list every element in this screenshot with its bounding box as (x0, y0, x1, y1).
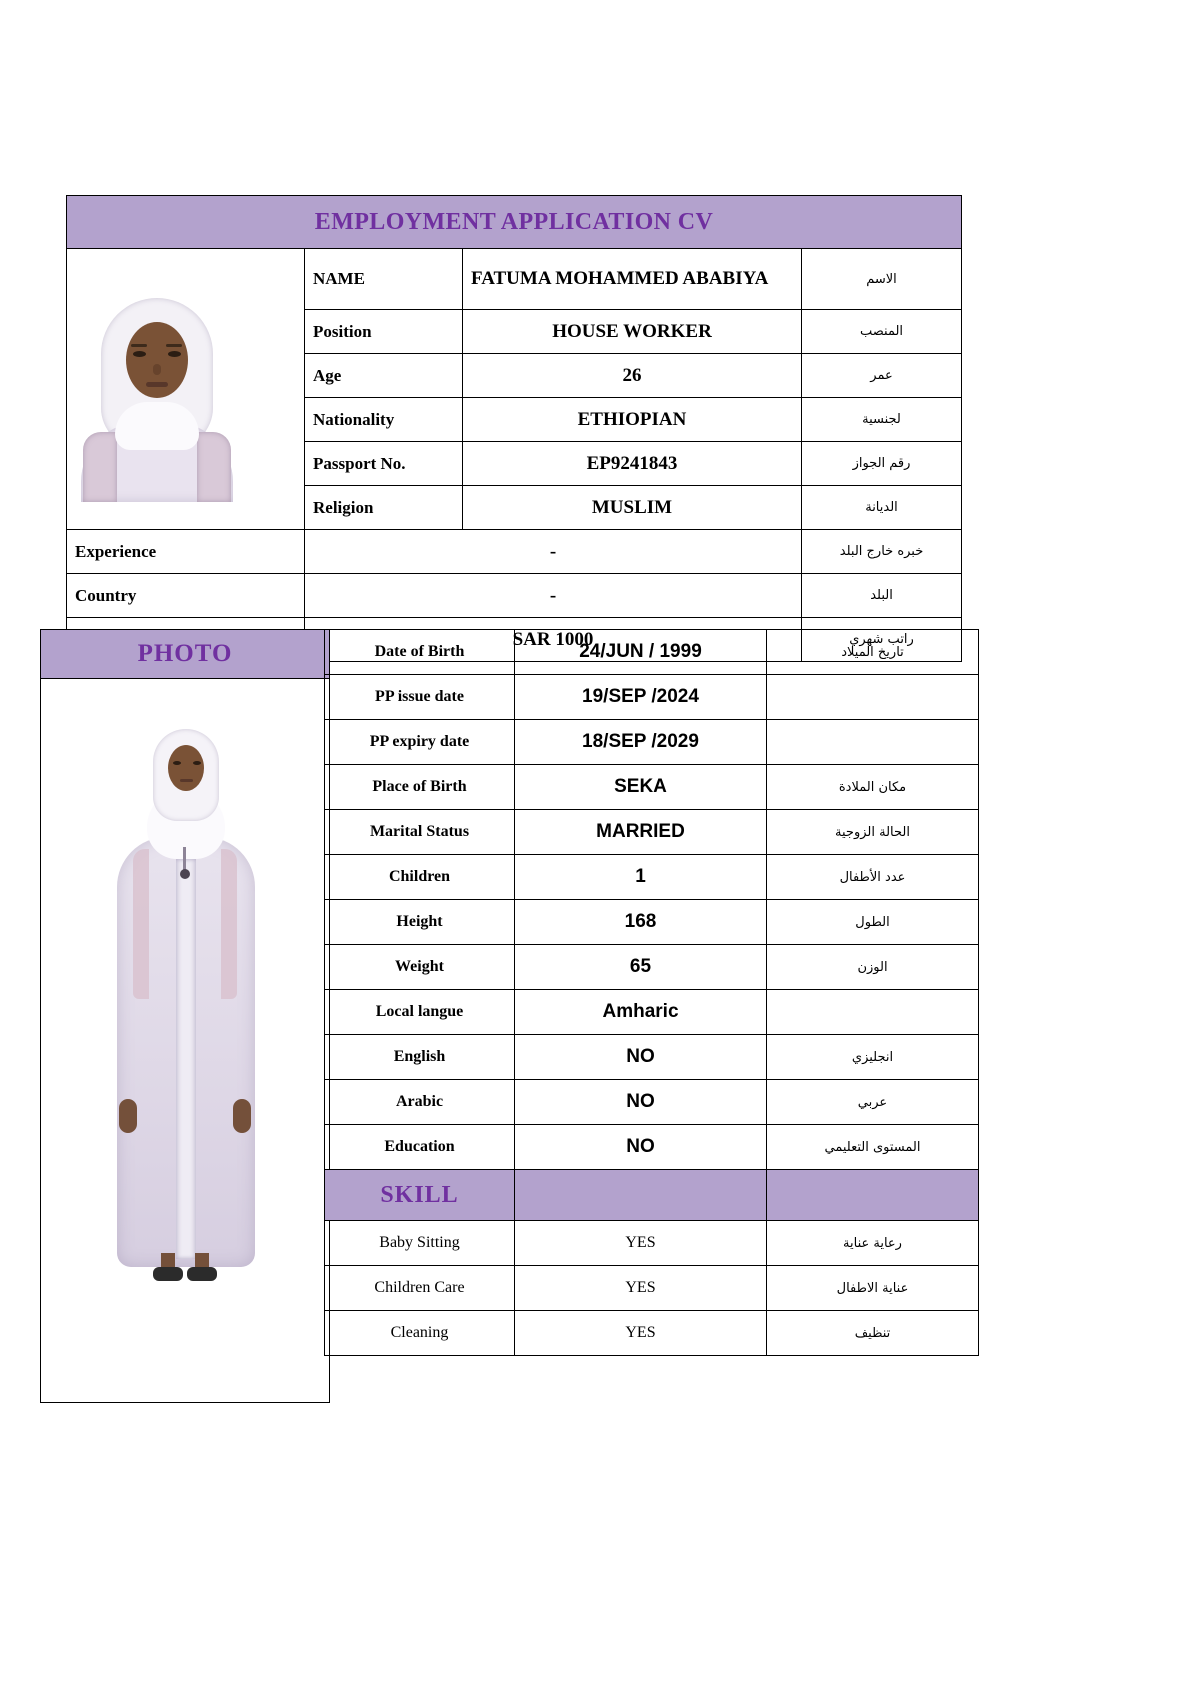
field-arabic-dob: تاريخ الميلاد (767, 630, 979, 675)
field-arabic-salary: راتب شهري (802, 618, 962, 662)
field-label-education: Education (325, 1125, 515, 1170)
field-value-pp-issue: 19/SEP /2024 (515, 675, 767, 720)
field-value-height: 168 (515, 900, 767, 945)
skill-label-children-care: Children Care (325, 1266, 515, 1311)
field-label-english: English (325, 1035, 515, 1080)
table-row (67, 249, 962, 310)
field-arabic-pob: مكان الملادة (767, 765, 979, 810)
table-row (325, 675, 979, 720)
skill-heading: SKILL (325, 1170, 515, 1221)
cv-title-row (67, 196, 962, 249)
skill-heading-spacer (515, 1170, 767, 1221)
field-arabic-pp-issue (767, 675, 979, 720)
field-arabic-english: انجليزي (767, 1035, 979, 1080)
skill-label-baby-sitting: Baby Sitting (325, 1221, 515, 1266)
skill-arabic-children-care: عناية الاطفال (767, 1266, 979, 1311)
field-arabic-marital: الحالة الزوجية (767, 810, 979, 855)
cv-details-table (324, 629, 979, 1356)
field-value-marital: MARRIED (515, 810, 767, 855)
field-arabic-passport: رقم الجواز (802, 442, 962, 486)
field-label-pp-expiry: PP expiry date (325, 720, 515, 765)
field-value-name: FATUMA MOHAMMED ABABIYA (463, 249, 802, 310)
skill-arabic-cleaning: تنظيف (767, 1311, 979, 1356)
field-value-children: 1 (515, 855, 767, 900)
field-label-local-langue: Local langue (325, 990, 515, 1035)
page-title: EMPLOYMENT APPLICATION CV (67, 196, 962, 249)
field-label-pob: Place of Birth (325, 765, 515, 810)
field-label-name: NAME (305, 249, 463, 310)
field-arabic-age: عمر (802, 354, 962, 398)
table-row (325, 945, 979, 990)
full-body-illustration (75, 719, 295, 1319)
table-row (325, 810, 979, 855)
table-row (325, 630, 979, 675)
field-value-english: NO (515, 1035, 767, 1080)
field-value-position: HOUSE WORKER (463, 310, 802, 354)
field-value-pob: SEKA (515, 765, 767, 810)
skill-heading-arabic-spacer (767, 1170, 979, 1221)
table-row (325, 1125, 979, 1170)
field-arabic-height: الطول (767, 900, 979, 945)
field-label-weight: Weight (325, 945, 515, 990)
field-label-dob: Date of Birth (325, 630, 515, 675)
field-value-experience: - (305, 530, 802, 574)
skill-value-cleaning: YES (515, 1311, 767, 1356)
photo-panel (40, 629, 330, 1403)
skill-arabic-baby-sitting: رعاية عناية (767, 1221, 979, 1266)
field-value-nationality: ETHIOPIAN (463, 398, 802, 442)
portrait-photo (67, 249, 305, 530)
field-value-education: NO (515, 1125, 767, 1170)
photo-panel-heading: PHOTO (41, 630, 329, 679)
table-row (325, 1221, 979, 1266)
field-arabic-experience: خبره خارج البلد (802, 530, 962, 574)
table-row (325, 990, 979, 1035)
cv-header-table (66, 195, 962, 662)
field-arabic-nationality: لجنسية (802, 398, 962, 442)
table-row (67, 530, 962, 574)
field-arabic-country: البلد (802, 574, 962, 618)
field-arabic-education: المستوى التعليمي (767, 1125, 979, 1170)
table-row (325, 855, 979, 900)
field-value-weight: 65 (515, 945, 767, 990)
skill-value-baby-sitting: YES (515, 1221, 767, 1266)
table-row (325, 1266, 979, 1311)
field-value-age: 26 (463, 354, 802, 398)
field-label-country: Country (67, 574, 305, 618)
field-arabic-position: المنصب (802, 310, 962, 354)
table-row (325, 720, 979, 765)
field-arabic-local-langue (767, 990, 979, 1035)
field-arabic-name: الاسم (802, 249, 962, 310)
field-label-position: Position (305, 310, 463, 354)
field-arabic-arabic: عربي (767, 1080, 979, 1125)
field-value-local-langue: Amharic (515, 990, 767, 1035)
field-value-religion: MUSLIM (463, 486, 802, 530)
field-value-salary: SAR 1000 (305, 618, 802, 662)
table-row (325, 1035, 979, 1080)
field-label-marital: Marital Status (325, 810, 515, 855)
field-label-age: Age (305, 354, 463, 398)
field-label-passport: Passport No. (305, 442, 463, 486)
field-arabic-children: عدد الأطفال (767, 855, 979, 900)
field-value-dob: 24/JUN / 1999 (515, 630, 767, 675)
skill-value-children-care: YES (515, 1266, 767, 1311)
field-value-pp-expiry: 18/SEP /2029 (515, 720, 767, 765)
field-arabic-religion: الديانة (802, 486, 962, 530)
field-label-children: Children (325, 855, 515, 900)
skill-section-header (325, 1170, 979, 1221)
field-value-passport: EP9241843 (463, 442, 802, 486)
field-value-arabic: NO (515, 1080, 767, 1125)
field-label-height: Height (325, 900, 515, 945)
field-label-experience: Experience (67, 530, 305, 574)
field-arabic-weight: الوزن (767, 945, 979, 990)
table-row (325, 900, 979, 945)
table-row (67, 574, 962, 618)
portrait-illustration (67, 282, 247, 497)
table-row (325, 1080, 979, 1125)
field-arabic-pp-expiry (767, 720, 979, 765)
full-body-photo (41, 679, 329, 1402)
field-label-arabic: Arabic (325, 1080, 515, 1125)
field-label-religion: Religion (305, 486, 463, 530)
skill-label-cleaning: Cleaning (325, 1311, 515, 1356)
field-value-country: - (305, 574, 802, 618)
field-label-pp-issue: PP issue date (325, 675, 515, 720)
table-row (325, 765, 979, 810)
field-label-nationality: Nationality (305, 398, 463, 442)
table-row (325, 1311, 979, 1356)
